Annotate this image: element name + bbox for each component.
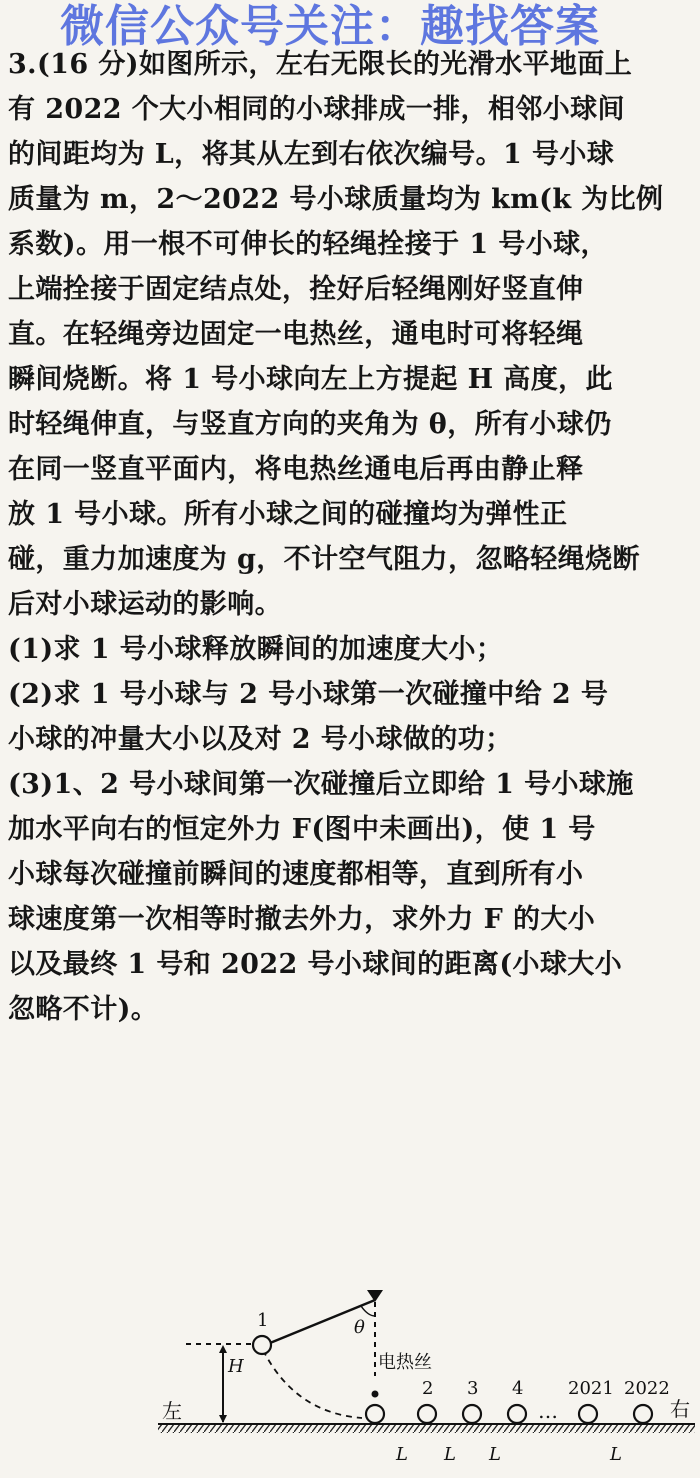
question-line: 小球的冲量大小以及对 2 号小球做的功； bbox=[8, 724, 513, 755]
height-arrow-up bbox=[219, 1345, 227, 1353]
statement-line: 质量为 m，2～2022 号小球质量均为 km(k 为比例 bbox=[8, 184, 664, 215]
ellipsis: … bbox=[538, 1399, 558, 1423]
heater-label: 电热丝 bbox=[378, 1352, 432, 1373]
statement-line: 上端拴接于固定结点处，拴好后轻绳刚好竖直伸 bbox=[8, 274, 584, 305]
problem-statement bbox=[8, 42, 694, 627]
left-label: 左 bbox=[162, 1399, 182, 1423]
ground-hatch bbox=[158, 1425, 695, 1433]
ball-4 bbox=[508, 1405, 526, 1423]
spacing-label: L bbox=[610, 1444, 622, 1465]
statement-line: 有 2022 个大小相同的小球排成一排，相邻小球间 bbox=[8, 94, 625, 125]
statement-line: 3.(16 分)如图所示，左右无限长的光滑水平地面上 bbox=[8, 49, 633, 80]
question-line: (1)求 1 号小球释放瞬间的加速度大小； bbox=[8, 634, 504, 665]
statement-line: 的间距均为 L，将其从左到右依次编号。1 号小球 bbox=[8, 139, 615, 170]
ball-3 bbox=[463, 1405, 481, 1423]
statement-line: 时轻绳伸直，与竖直方向的夹角为 θ，所有小球仍 bbox=[8, 409, 612, 440]
question-2 bbox=[8, 672, 694, 762]
spacing-label: L bbox=[489, 1444, 501, 1465]
ball-4-label: 4 bbox=[512, 1378, 524, 1399]
spacing-label: L bbox=[444, 1444, 456, 1465]
question-3 bbox=[8, 762, 694, 1032]
question-line: 忽略不计)。 bbox=[8, 994, 159, 1025]
question-line: (2)求 1 号小球与 2 号小球第一次碰撞中给 2 号 bbox=[8, 679, 609, 710]
ball-2 bbox=[418, 1405, 436, 1423]
ball-rest-position bbox=[366, 1405, 384, 1423]
statement-line: 直。在轻绳旁边固定一电热丝，通电时可将轻绳 bbox=[8, 319, 584, 350]
ball-1 bbox=[253, 1336, 271, 1354]
ball-2021 bbox=[579, 1405, 597, 1423]
swing-path bbox=[263, 1350, 362, 1418]
height-label: H bbox=[228, 1356, 244, 1377]
question-line: 球速度第一次相等时撤去外力，求外力 F 的大小 bbox=[8, 904, 596, 935]
height-arrow-down bbox=[219, 1415, 227, 1423]
physics-figure bbox=[150, 1288, 700, 1474]
spacing-label: L bbox=[396, 1444, 408, 1465]
statement-line: 瞬间烧断。将 1 号小球向左上方提起 H 高度，此 bbox=[8, 364, 613, 395]
ball-2022 bbox=[634, 1405, 652, 1423]
question-line: 以及最终 1 号和 2022 号小球间的距离(小球大小 bbox=[8, 949, 623, 980]
ball-2-label: 2 bbox=[422, 1378, 434, 1399]
ball-1-label: 1 bbox=[257, 1310, 269, 1331]
question-1 bbox=[8, 627, 694, 672]
question-line: 小球每次碰撞前瞬间的速度都相等，直到所有小 bbox=[8, 859, 584, 890]
ball-2022-label: 2022 bbox=[624, 1378, 670, 1399]
statement-line: 放 1 号小球。所有小球之间的碰撞均为弹性正 bbox=[8, 499, 568, 530]
watermark: 微信公众号关注：趣找答案 bbox=[60, 1, 600, 52]
heater-wire-icon bbox=[372, 1391, 379, 1398]
statement-line: 在同一竖直平面内，将电热丝通电后再由静止释 bbox=[8, 454, 584, 485]
problem-text bbox=[8, 42, 694, 1032]
statement-line: 系数)。用一根不可伸长的轻绳拴接于 1 号小球， bbox=[8, 229, 608, 260]
figure-svg bbox=[150, 1288, 700, 1474]
angle-arc bbox=[361, 1306, 375, 1316]
question-line: 加水平向右的恒定外力 F(图中未画出)，使 1 号 bbox=[8, 814, 596, 845]
statement-line: 后对小球运动的影响。 bbox=[8, 589, 282, 620]
question-line: (3)1、2 号小球间第一次碰撞后立即给 1 号小球施 bbox=[8, 769, 634, 800]
ball-2021-label: 2021 bbox=[568, 1378, 614, 1399]
right-label: 右 bbox=[670, 1397, 690, 1421]
statement-line: 碰，重力加速度为 g，不计空气阻力，忽略轻绳烧断 bbox=[8, 544, 640, 575]
ball-3-label: 3 bbox=[467, 1378, 479, 1399]
angle-label: θ bbox=[354, 1317, 365, 1338]
